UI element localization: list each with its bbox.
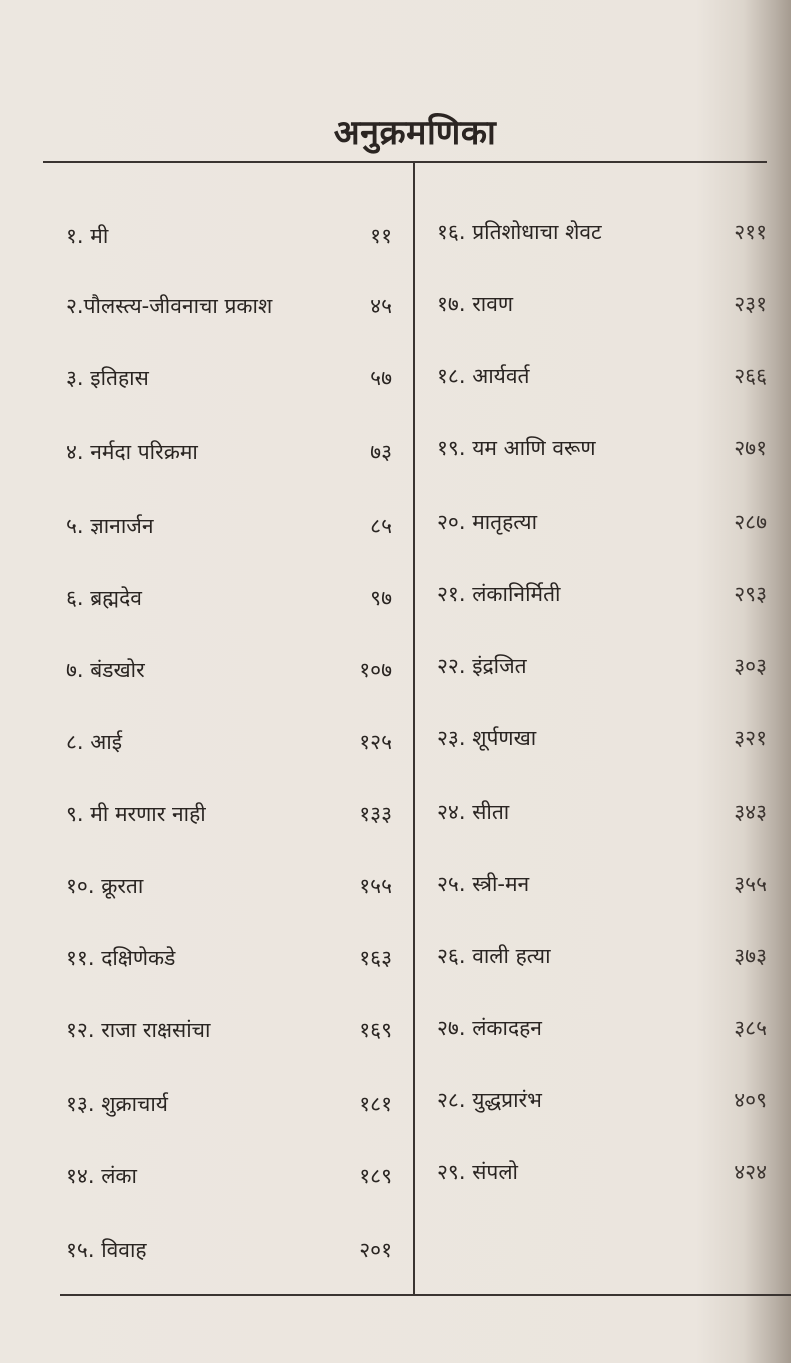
toc-entry (437, 1080, 767, 1120)
toc-entry (437, 356, 767, 396)
page-number: ३५५ (734, 872, 767, 896)
chapter-title: १७. रावण (437, 292, 514, 316)
toc-entry (437, 792, 767, 832)
chapter-title: १३. शुक्राचार्य (66, 1092, 168, 1116)
toc-entry (66, 794, 392, 834)
page-number: १५५ (359, 874, 392, 898)
page-number: ४५ (370, 294, 392, 318)
page-number: ११ (370, 224, 392, 248)
chapter-title: ९. मी मरणार नाही (66, 802, 206, 826)
chapter-title: १६. प्रतिशोधाचा शेवट (437, 220, 602, 244)
toc-entry (66, 722, 392, 762)
page-number: ८५ (370, 514, 392, 538)
page-number: ३७३ (734, 944, 767, 968)
chapter-title: २८. युद्धप्रारंभ (437, 1088, 542, 1112)
toc-entry (66, 286, 392, 326)
page-number: १८९ (359, 1164, 392, 1188)
page-number: १०७ (359, 658, 392, 682)
toc-entry (66, 358, 392, 398)
toc-entry (437, 646, 767, 686)
toc-entry (437, 1008, 767, 1048)
top-rule (43, 161, 767, 163)
toc-entry (437, 284, 767, 324)
chapter-title: २४. सीता (437, 800, 510, 824)
chapter-title: १२. राजा राक्षसांचा (66, 1018, 211, 1042)
toc-entry (66, 506, 392, 546)
chapter-title: १५. विवाह (66, 1238, 147, 1262)
chapter-title: ११. दक्षिणेकडे (66, 946, 176, 970)
page-number: ३८५ (734, 1016, 767, 1040)
toc-entry (66, 866, 392, 906)
chapter-title: २५. स्त्री-मन (437, 872, 530, 896)
toc-entry (66, 1084, 392, 1124)
toc-entry (66, 216, 392, 256)
page-number: ३०३ (734, 654, 767, 678)
chapter-title: १. मी (66, 224, 109, 248)
page-title: अनुक्रमणिका (333, 113, 497, 153)
toc-entry (66, 432, 392, 472)
toc-entry (437, 864, 767, 904)
page-number: २६६ (734, 364, 767, 388)
page-number: ३४३ (734, 800, 767, 824)
chapter-title: २६. वाली हत्या (437, 944, 551, 968)
page-number: ७३ (370, 440, 392, 464)
toc-entry (437, 502, 767, 542)
toc-entry (437, 574, 767, 614)
toc-entry (437, 1152, 767, 1192)
page-number: ४०९ (734, 1088, 767, 1112)
page-number: ३२१ (734, 726, 767, 750)
page-number: १६३ (359, 946, 392, 970)
chapter-title: ३. इतिहास (66, 366, 149, 390)
page-number: ९७ (370, 586, 392, 610)
page-number: १२५ (359, 730, 392, 754)
toc-entry (66, 1230, 392, 1270)
page-number: २११ (734, 220, 767, 244)
toc-entry (66, 1156, 392, 1196)
chapter-title: २१. लंकानिर्मिती (437, 582, 561, 606)
toc-entry (437, 936, 767, 976)
page-number: १८१ (359, 1092, 392, 1116)
column-divider (413, 161, 415, 1295)
page-number: १६९ (359, 1018, 392, 1042)
chapter-title: ८. आई (66, 730, 123, 754)
toc-entry (66, 1010, 392, 1050)
toc-entry (437, 428, 767, 468)
toc-entry (437, 212, 767, 252)
page-number: ५७ (370, 366, 392, 390)
chapter-title: १८. आर्यवर्त (437, 364, 530, 388)
chapter-title: ४. नर्मदा परिक्रमा (66, 440, 198, 464)
page-number: ४२४ (734, 1160, 767, 1184)
page-number: १३३ (359, 802, 392, 826)
page-number: २९३ (734, 582, 767, 606)
chapter-title: १९. यम आणि वरूण (437, 436, 596, 460)
chapter-title: २२. इंद्रजित (437, 654, 527, 678)
toc-entry (437, 718, 767, 758)
toc-entry (66, 578, 392, 618)
chapter-title: २.पौलस्त्य-जीवनाचा प्रकाश (66, 294, 273, 318)
chapter-title: ५. ज्ञानार्जन (66, 514, 154, 538)
chapter-title: ६. ब्रह्मदेव (66, 586, 142, 610)
chapter-title: २९. संपलो (437, 1160, 518, 1184)
toc-entry (66, 650, 392, 690)
chapter-title: २३. शूर्पणखा (437, 726, 537, 750)
bottom-rule (60, 1294, 791, 1296)
page-number: २०१ (359, 1238, 392, 1262)
chapter-title: १०. क्रूरता (66, 874, 144, 898)
chapter-title: ७. बंडखोर (66, 658, 145, 682)
page-number: २३१ (734, 292, 767, 316)
chapter-title: २०. मातृहत्या (437, 510, 538, 534)
chapter-title: १४. लंका (66, 1164, 137, 1188)
chapter-title: २७. लंकादहन (437, 1016, 542, 1040)
page-number: २८७ (734, 510, 767, 534)
toc-entry (66, 938, 392, 978)
page-number: २७१ (734, 436, 767, 460)
